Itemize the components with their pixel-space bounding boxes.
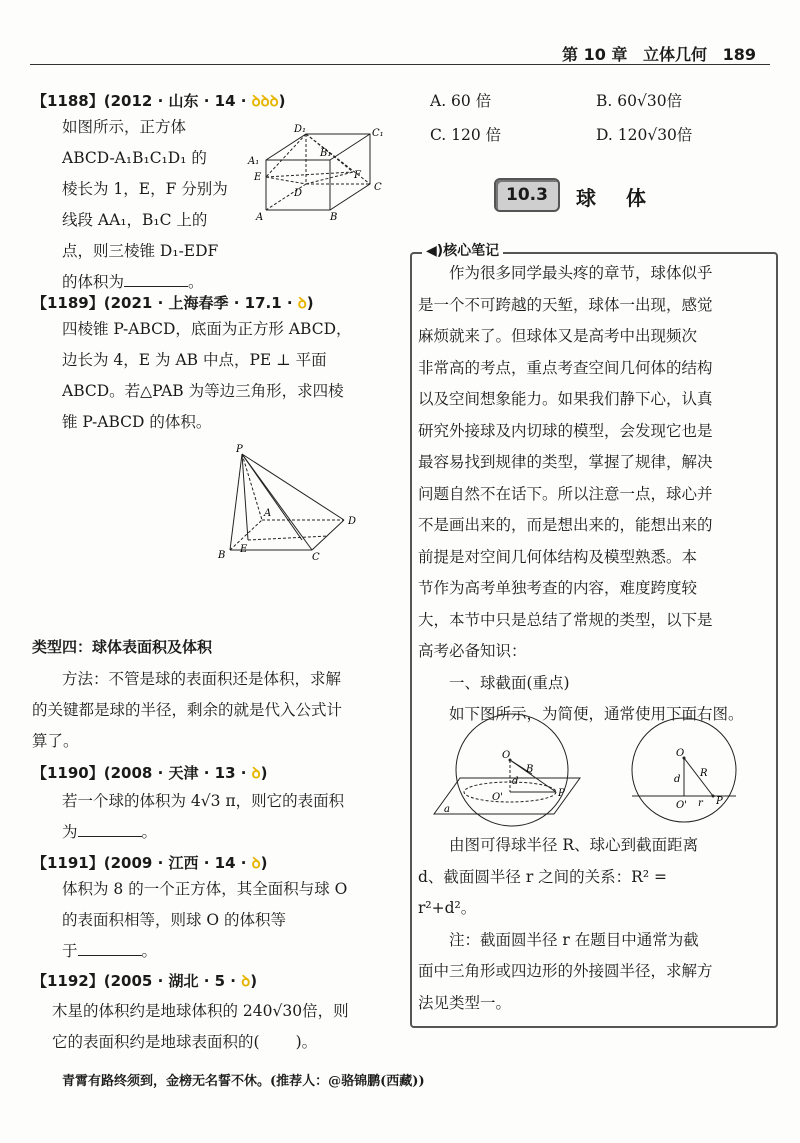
label-r: r: [698, 798, 703, 809]
section-number: 10.3: [494, 178, 560, 212]
difficulty-icon: ꝺ: [251, 764, 261, 782]
problem-1188-text: 如图所示，正方体 ABCD-A₁B₁C₁D₁ 的 棱长为 1，E，F 分别为 线段 AA₁，B₁C 上的 点，则三棱锥 D₁-EDF 的体积为 。: [62, 118, 228, 291]
subheading-sphere-section: 一、球截面(重点): [449, 673, 570, 692]
core-notes-formula: 由图可得球半径 R、球心到截面距离 d、截面圆半径 r 之间的关系：R² = r²+d²。 注：截面圆半径 r 在题目中通常为截 面中三角形或四边形的外接圆半径，求解方 法见类型一。: [418, 836, 713, 1012]
label-P: P: [558, 788, 565, 799]
option-b: B. 60√30倍: [596, 92, 683, 110]
pyramid-figure: [212, 440, 372, 570]
difficulty-icon: ꝺ: [297, 294, 307, 312]
label-O-prime: O': [492, 792, 503, 803]
problem-1191-text: 体积为 8 的一个正方体，其全面积与球 O 的表面积相等，则球 O 的体积等 于 。: [62, 880, 348, 960]
page-number: 189: [722, 45, 756, 64]
footer-quote: 青霄有路终须到，金榜无名誓不休。(推荐人：@骆锦鹏(西藏)): [62, 1074, 425, 1089]
type4-method: 方法：不管是球的表面积还是体积，求解 的关键都是球的半径，剩余的就是代入公式计 算了。: [32, 670, 343, 750]
label-A: A: [264, 508, 272, 519]
label-C: C: [312, 552, 320, 563]
answer-blank: [124, 272, 188, 287]
problem-1188-header: 【1188】(2012 · 山东 · 14 · ꝺꝺꝺ): [32, 92, 286, 110]
answer-blank: [78, 822, 142, 837]
label-O-prime: O': [676, 800, 687, 811]
problem-1189-header: 【1189】(2021 · 上海春季 · 17.1 · ꝺ): [32, 294, 314, 312]
label-a: a: [444, 804, 450, 815]
answer-blank: [78, 941, 142, 956]
option-d: D. 120√30倍: [596, 126, 693, 144]
label-P: P: [236, 444, 243, 455]
core-notes-paragraph: 作为很多同学最头疼的章节，球体似乎 是一个不可跨越的天堑，球体一出现，感觉 麻烦就来了。但球体又是高考中出现频次 非常高的考点，重点考查空间几何体的结构 以及空间想象能力。如果我们静下心，认真 研究外接球及内切球的模型，会发现它也是 最容易找到规律的类型，掌握了规律，解决 问题自然不在话下。所以注意一点，球心并 不是画出来的，而是想出来的，能想出来的 前提是对空间几何体结构及模型熟悉。本 节作为高考单独考查的内容，难度跨度较 大，本节中只是总结了常规的类型，以下是 高考必备知识： 一、球截面(重点) 如下图所示，为简便，通常使用下面右图。: [418, 258, 768, 731]
label-B1: B₁: [320, 148, 332, 159]
problem-1189-text: 四棱锥 P-ABCD，底面为正方形 ABCD， 边长为 4，E 为 AB 中点，PE ⊥ 平面 ABCD。若△PAB 为等边三角形，求四棱 锥 P-ABCD 的体积。: [62, 320, 352, 431]
core-notes-tag: ◀)核心笔记: [422, 240, 503, 260]
label-O: O: [502, 750, 511, 761]
section-title: 球体: [576, 186, 676, 210]
problem-1191-header: 【1191】(2009 · 江西 · 14 · ꝺ): [32, 854, 268, 872]
label-A: A: [256, 212, 264, 223]
sphere-section-figures: [432, 712, 762, 832]
label-d: d: [674, 774, 681, 785]
option-c: C. 120 倍: [430, 126, 502, 144]
problem-1190-header: 【1190】(2008 · 天津 · 13 · ꝺ): [32, 764, 268, 782]
problem-1192-header: 【1192】(2005 · 湖北 · 5 · ꝺ): [32, 972, 258, 990]
header-divider: [30, 64, 770, 65]
difficulty-icon: ꝺꝺꝺ: [251, 92, 279, 110]
label-E: E: [254, 172, 262, 183]
label-D: D: [348, 516, 357, 527]
problem-1190-text: 若一个球的体积为 4√3 π，则它的表面积 为 。: [62, 792, 345, 841]
page-header: [552, 42, 756, 65]
label-D1: D₁: [294, 124, 307, 135]
label-F: F: [354, 170, 361, 181]
label-O: O: [676, 748, 685, 759]
label-C: C: [374, 182, 382, 193]
label-B: B: [330, 212, 338, 223]
label-R: R: [700, 768, 708, 779]
difficulty-icon: ꝺ: [241, 972, 251, 990]
label-E: E: [240, 544, 248, 555]
option-a: A. 60 倍: [430, 92, 492, 110]
label-C1: C₁: [372, 128, 384, 139]
label-B: B: [218, 550, 226, 561]
type4-title: 类型四：球体表面积及体积: [32, 638, 213, 656]
label-A1: A₁: [248, 156, 260, 167]
label-P: P: [716, 796, 723, 807]
chapter-title: 立体几何: [643, 45, 708, 64]
label-B: B: [526, 764, 534, 775]
label-D: D: [294, 188, 303, 199]
cube-figure: [238, 122, 388, 237]
label-d: d: [512, 776, 519, 787]
chapter-label: 第 10 章: [562, 45, 628, 64]
problem-1192-text: 木星的体积约是地球体积的 240√30倍，则 它的表面积约是地球表面积的( )。: [52, 1002, 349, 1051]
difficulty-icon: ꝺ: [251, 854, 261, 872]
